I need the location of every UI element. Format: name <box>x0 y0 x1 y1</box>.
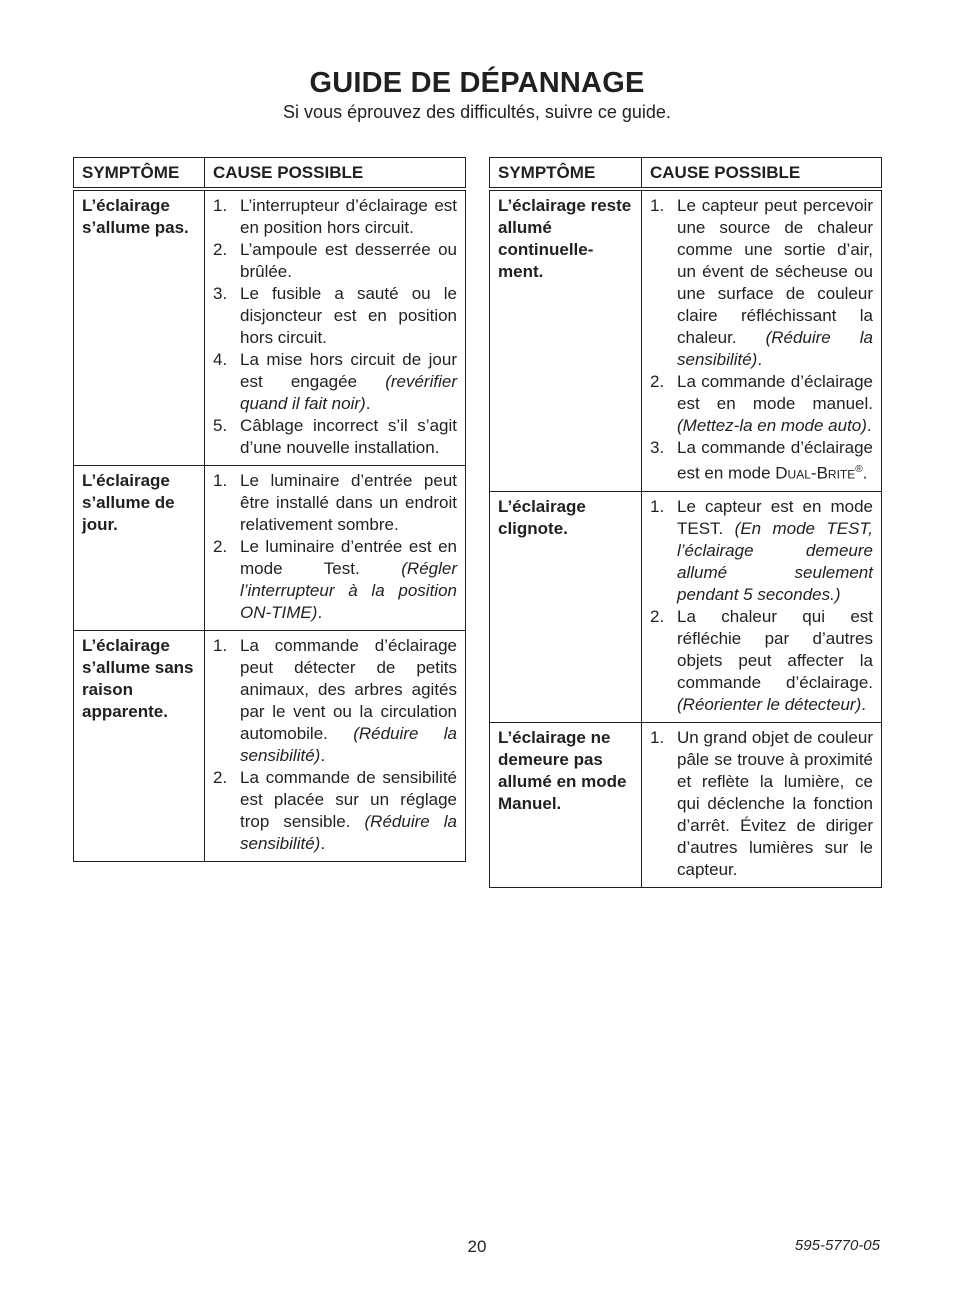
table-row <box>490 722 882 887</box>
cause-text: Le luminaire d’entrée est en mode Test. <box>240 537 457 578</box>
symptom-cell: L’éclairage ne demeure pas allumé en mode Manuel. <box>490 722 642 887</box>
cause-cell <box>642 491 882 722</box>
item-number: 1. <box>213 196 228 215</box>
item-number: 4. <box>213 350 228 369</box>
cause-list <box>213 470 457 624</box>
cause-remedy: (Réorienter le détecteur) <box>677 694 862 714</box>
list-item <box>213 635 457 767</box>
item-number: 1. <box>213 636 228 655</box>
item-number: 1. <box>650 196 665 215</box>
cause-header: CAUSE POSSIBLE <box>642 158 882 190</box>
troubleshooting-table-left <box>73 157 466 862</box>
cause-end: . <box>862 463 868 483</box>
cause-remedy: (Régler l’interrupteur à la position ON-TIME) <box>240 559 457 622</box>
list-item <box>650 437 873 485</box>
cause-list <box>650 195 873 485</box>
item-number: 2. <box>650 372 665 391</box>
list-item <box>650 371 873 437</box>
list-item <box>213 283 457 349</box>
table-row <box>74 466 466 631</box>
cause-list <box>650 727 873 881</box>
list-item <box>650 727 873 881</box>
page-subtitle: Si vous éprouvez des difficultés, suivre ce guide. <box>283 102 671 122</box>
cause-text: La commande de sensibilité est placée sur un réglage trop sensible. <box>240 768 457 831</box>
cause-cell <box>205 466 466 631</box>
item-number: 1. <box>650 727 665 747</box>
list-item <box>650 606 873 716</box>
cause-end: . <box>320 834 326 853</box>
item-number: 2. <box>650 606 665 626</box>
cause-end: . <box>866 416 872 435</box>
page-title: GUIDE DE DÉPANNAGE <box>309 67 645 99</box>
item-number: 2. <box>213 768 228 787</box>
list-item <box>213 470 457 536</box>
cause-list <box>213 195 457 459</box>
item-number: 1. <box>650 496 665 516</box>
cause-text: Le capteur peut percevoir une source de chaleur comme une sortie d’air, un évent de sécheuse ou une surface de couleur claire réfléchissant la chaleur. <box>677 196 873 347</box>
registered-mark: ® <box>855 464 863 475</box>
item-number: 5. <box>213 416 228 435</box>
brand-name: Dual-Brite <box>775 463 856 483</box>
cause-cell <box>205 189 466 466</box>
troubleshooting-table-right <box>489 157 882 888</box>
cause-end: . <box>320 746 326 765</box>
list-item <box>650 496 873 606</box>
cause-text: La commande d’éclairage peut détecter de petits animaux, des arbres agités par le vent ou la circulation automobile. <box>240 636 457 743</box>
cause-text: Le fusible a sauté ou le disjoncteur est en position hors circuit. <box>240 284 457 347</box>
list-item <box>213 239 457 283</box>
cause-remedy: (Mettez-la en mode auto) <box>677 416 867 435</box>
cause-text: La mise hors circuit de jour est engagée <box>240 350 457 391</box>
table-row <box>74 189 466 466</box>
cause-end: . <box>861 694 866 714</box>
cause-text: Le capteur est en mode TEST. <box>677 496 873 538</box>
symptom-header: SYMPTÔME <box>74 158 205 190</box>
page-number: 20 <box>467 1237 487 1256</box>
item-number: 3. <box>213 284 228 303</box>
document-code: 595-5770-05 <box>794 1237 880 1254</box>
cause-remedy: (Réduire la sensibilité) <box>240 724 457 765</box>
table-row <box>490 189 882 491</box>
item-number: 1. <box>213 471 228 490</box>
list-item <box>650 195 873 371</box>
cause-list <box>213 635 457 855</box>
cause-end: . <box>317 603 323 622</box>
cause-end: . <box>365 394 371 413</box>
cause-remedy: (Réduire la sensibilité) <box>677 328 874 369</box>
cause-text: Le luminaire d’entrée peut être installé dans un endroit relativement sombre. <box>240 471 457 534</box>
list-item <box>213 767 457 855</box>
cause-text: L’ampoule est desserrée ou brûlée. <box>240 240 457 281</box>
cause-remedy: (En mode TEST, l’éclairage demeure allumé seulement pendant 5 secondes.) <box>677 518 873 604</box>
cause-cell <box>205 631 466 862</box>
cause-text: L’interrupteur d’éclairage est en position hors circuit. <box>240 196 457 237</box>
cause-remedy: (revérifier quand il fait noir) <box>240 372 457 413</box>
symptom-header: SYMPTÔME <box>490 158 642 190</box>
list-item <box>213 415 457 459</box>
item-number: 2. <box>213 240 228 259</box>
list-item <box>213 349 457 415</box>
cause-remedy: (Réduire la sensibilité) <box>240 812 457 853</box>
list-item <box>213 195 457 239</box>
symptom-cell: L’éclairage s’allume pas. <box>74 189 205 466</box>
cause-end: . <box>757 350 763 369</box>
cause-text: Un grand objet de couleur pâle se trouve à proximité et reflète la lumière, ce qui déclenche la fonction d’arrêt. Évitez de diriger d’autres lumières sur le capteur. <box>677 727 873 879</box>
list-item <box>213 536 457 624</box>
cause-text: La commande d’éclairage est en mode <box>677 438 873 483</box>
cause-header: CAUSE POSSIBLE <box>205 158 466 190</box>
cause-text: La chaleur qui est réfléchie par d’autres objets peut affecter la commande d’éclairage. <box>677 606 873 692</box>
cause-list <box>650 496 873 716</box>
symptom-cell: L’éclairage s’allume sans raison apparente. <box>74 631 205 862</box>
symptom-cell: L’éclairage s’allume de jour. <box>74 466 205 631</box>
symptom-cell: L’éclairage reste allumé continuelle-ment. <box>490 189 642 491</box>
table-header <box>490 158 882 190</box>
cause-cell <box>642 722 882 887</box>
cause-cell <box>642 189 882 491</box>
table-header <box>74 158 466 190</box>
table-row <box>490 491 882 722</box>
table-row <box>74 631 466 862</box>
item-number: 2. <box>213 537 228 556</box>
cause-text: Câblage incorrect s’il s’agit d’une nouvelle installation. <box>240 416 457 457</box>
cause-text: La commande d’éclairage est en mode manuel. <box>677 372 873 413</box>
symptom-cell: L’éclairage clignote. <box>490 491 642 722</box>
item-number: 3. <box>650 438 665 457</box>
